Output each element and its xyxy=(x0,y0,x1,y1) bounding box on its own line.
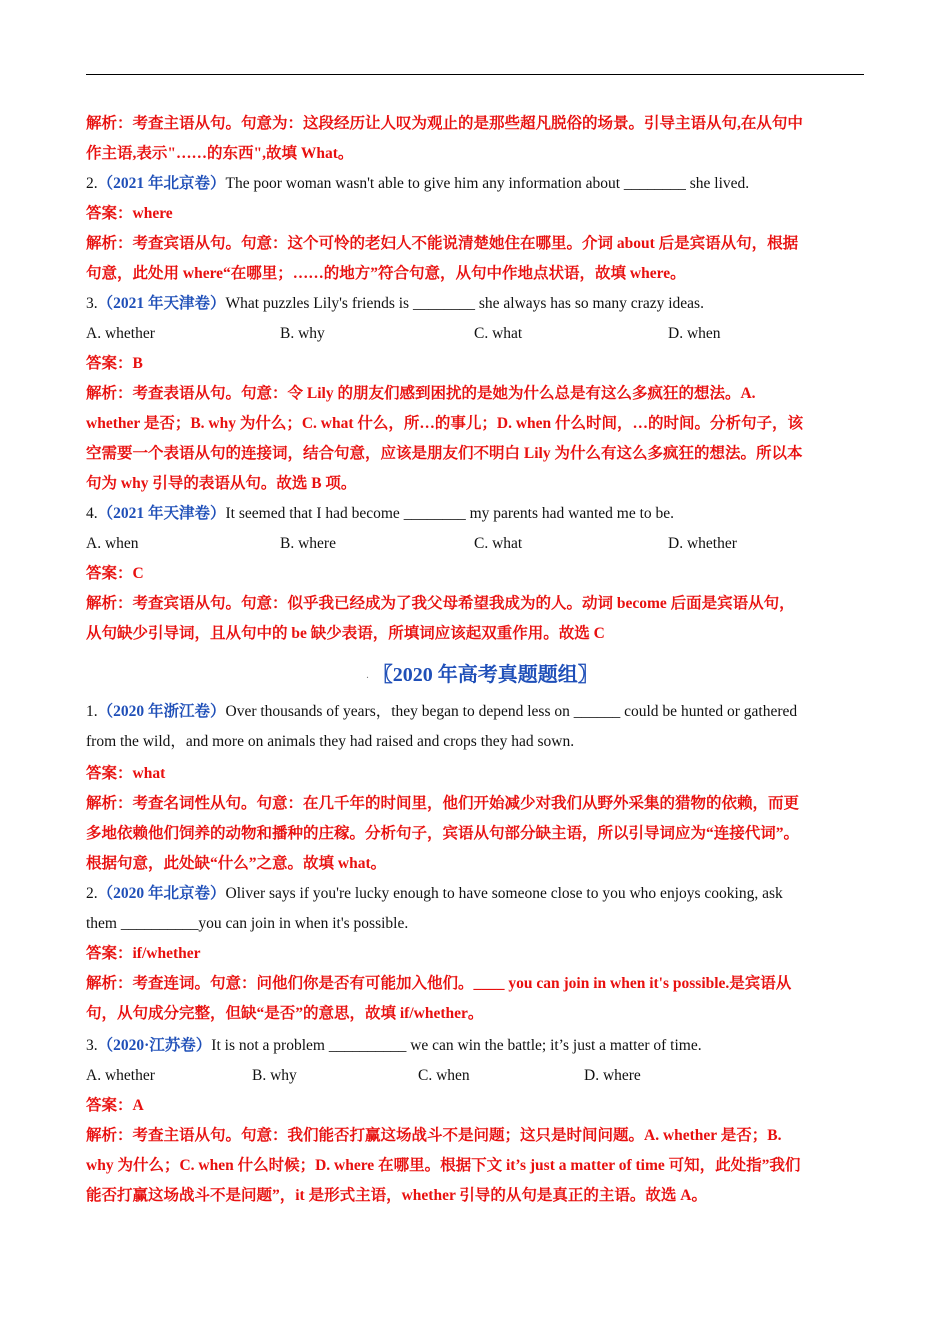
question-source: （2021 年天津卷） xyxy=(97,295,226,312)
question-number: 2. xyxy=(86,175,98,192)
question-text: It seemed that I had become ________ my parents had wanted me to be. xyxy=(225,505,675,522)
question-source: （2021 年天津卷） xyxy=(97,505,226,522)
explanation-line: 句意，此处用 where“在哪里；……的地方”符合句意，从句中作地点状语，故填 where。 xyxy=(86,265,686,282)
explanation-line: 解析：考查表语从句。句意：令 Lily 的朋友们感到困扰的是她为什么总是有这么多疯狂的想法。A. xyxy=(86,385,756,402)
answer-line: 答案：C xyxy=(86,565,144,582)
explanation-line: 解析：考查宾语从句。句意：似乎我已经成为了我父母希望我成为的人。动词 become 后面是宾语从句， xyxy=(86,595,795,612)
question-source: （2020 年北京卷） xyxy=(97,885,226,902)
explanation-line: 多地依赖他们饲养的动物和播种的庄稼。分析句子，宾语从句部分缺主语，所以引导词应为“连接代词”。 xyxy=(86,825,800,842)
options-row xyxy=(86,1061,878,1091)
explanation-line: 句为 why 引导的表语从句。故选 B 项。 xyxy=(86,475,357,492)
question-text: It is not a problem __________ we can win the battle; it’s just a matter of time. xyxy=(211,1037,702,1054)
answer-line: 答案：if/whether xyxy=(86,945,201,962)
section-title: 〖2020 年高考真题题组〗 xyxy=(372,664,598,686)
option-a: A. whether xyxy=(86,325,155,342)
answer-line: 答案：what xyxy=(86,765,166,782)
header-rule xyxy=(86,74,864,75)
question-2020-jiangsu xyxy=(86,1031,878,1061)
question-2021-beijing xyxy=(86,169,878,199)
answer-line: 答案：where xyxy=(86,205,173,222)
question-text-continued: them __________you can join in when it's possible. xyxy=(86,915,409,932)
option-d: D. whether xyxy=(668,535,737,552)
question-number: 4. xyxy=(86,505,98,522)
question-text: Over thousands of years，they began to depend less on ______ could be hunted or gathered xyxy=(225,703,798,720)
explanation-line: 空需要一个表语从句的连接词，结合句意，应该是朋友们不明白 Lily 为什么有这么多疯狂的想法。所以本 xyxy=(86,445,803,462)
heading-dot: . xyxy=(366,670,369,682)
options-row xyxy=(86,529,878,559)
question-number: 1. xyxy=(86,703,98,720)
question-2020-zhejiang xyxy=(86,697,878,727)
explanation-line: 解析：考查连词。句意：问他们你是否有可能加入他们。____ you can join in when it's possible.是宾语从 xyxy=(86,975,792,992)
section-heading xyxy=(86,653,878,697)
explanation-line: 解析：考查名词性从句。句意：在几千年的时间里，他们开始减少对我们从野外采集的猎物的依赖，而更 xyxy=(86,795,800,812)
explanation-line: 根据句意，此处缺“什么”之意。故填 what。 xyxy=(86,855,387,872)
option-b: B. why xyxy=(252,1067,297,1084)
option-c: C. what xyxy=(474,535,523,552)
question-source: （2020 年浙江卷） xyxy=(97,703,226,720)
option-c: C. when xyxy=(418,1067,470,1084)
question-2021-tianjin-4 xyxy=(86,499,878,529)
explanation-line: 能否打赢这场战斗不是问题”，it 是形式主语，whether 引导的从句是真正的主语。故选 A。 xyxy=(86,1187,707,1204)
option-a: A. whether xyxy=(86,1067,155,1084)
question-number: 3. xyxy=(86,1037,98,1054)
option-c: C. what xyxy=(474,325,523,342)
explanation-line: 解析：考查主语从句。句意：我们能否打赢这场战斗不是问题；这只是时间问题。A. whether 是否；B. xyxy=(86,1127,782,1144)
question-source: （2020·江苏卷） xyxy=(97,1037,212,1054)
option-d: D. where xyxy=(584,1067,641,1084)
explanation-line: 解析：考查宾语从句。句意：这个可怜的老妇人不能说清楚她住在哪里。介词 about 后是宾语从句，根据 xyxy=(86,235,799,252)
question-2021-tianjin-3 xyxy=(86,289,878,319)
explanation-line: 句，从句成分完整，但缺“是否”的意思，故填 if/whether。 xyxy=(86,1005,484,1022)
explanation-line: 从句缺少引导词，且从句中的 be 缺少表语，所填词应该起双重作用。故选 C xyxy=(86,625,605,642)
explanation-line: why 为什么；C. when 什么时候；D. where 在哪里。根据下文 it’s just a matter of time 可知，此处指”我们 xyxy=(86,1157,801,1174)
page-content xyxy=(86,109,878,1211)
question-number: 2. xyxy=(86,885,98,902)
option-b: B. where xyxy=(280,535,336,552)
question-source: （2021 年北京卷） xyxy=(97,175,226,192)
question-text-continued: from the wild，and more on animals they had raised and crops they had sown. xyxy=(86,733,575,750)
question-text: Oliver says if you're lucky enough to have someone close to you who enjoys cooking, ask xyxy=(225,885,783,902)
question-text: What puzzles Lily's friends is ________ she always has so many crazy ideas. xyxy=(225,295,704,312)
question-2020-beijing xyxy=(86,879,878,909)
question-text: The poor woman wasn't able to give him any information about ________ she lived. xyxy=(225,175,750,192)
question-number: 3. xyxy=(86,295,98,312)
answer-line: 答案：B xyxy=(86,355,143,372)
explanation-line: 作主语,表示"……的东西",故填 What。 xyxy=(86,145,354,162)
option-b: B. why xyxy=(280,325,325,342)
option-a: A. when xyxy=(86,535,139,552)
explanation-line: 解析：考查主语从句。句意为：这段经历让人叹为观止的是那些超凡脱俗的场景。引导主语从句,在从句中 xyxy=(86,115,803,132)
option-d: D. when xyxy=(668,325,721,342)
answer-line: 答案：A xyxy=(86,1097,144,1114)
explanation-line: whether 是否；B. why 为什么；C. what 什么，所…的事儿；D. when 什么时间，…的时间。分析句子，该 xyxy=(86,415,804,432)
options-row xyxy=(86,319,878,349)
